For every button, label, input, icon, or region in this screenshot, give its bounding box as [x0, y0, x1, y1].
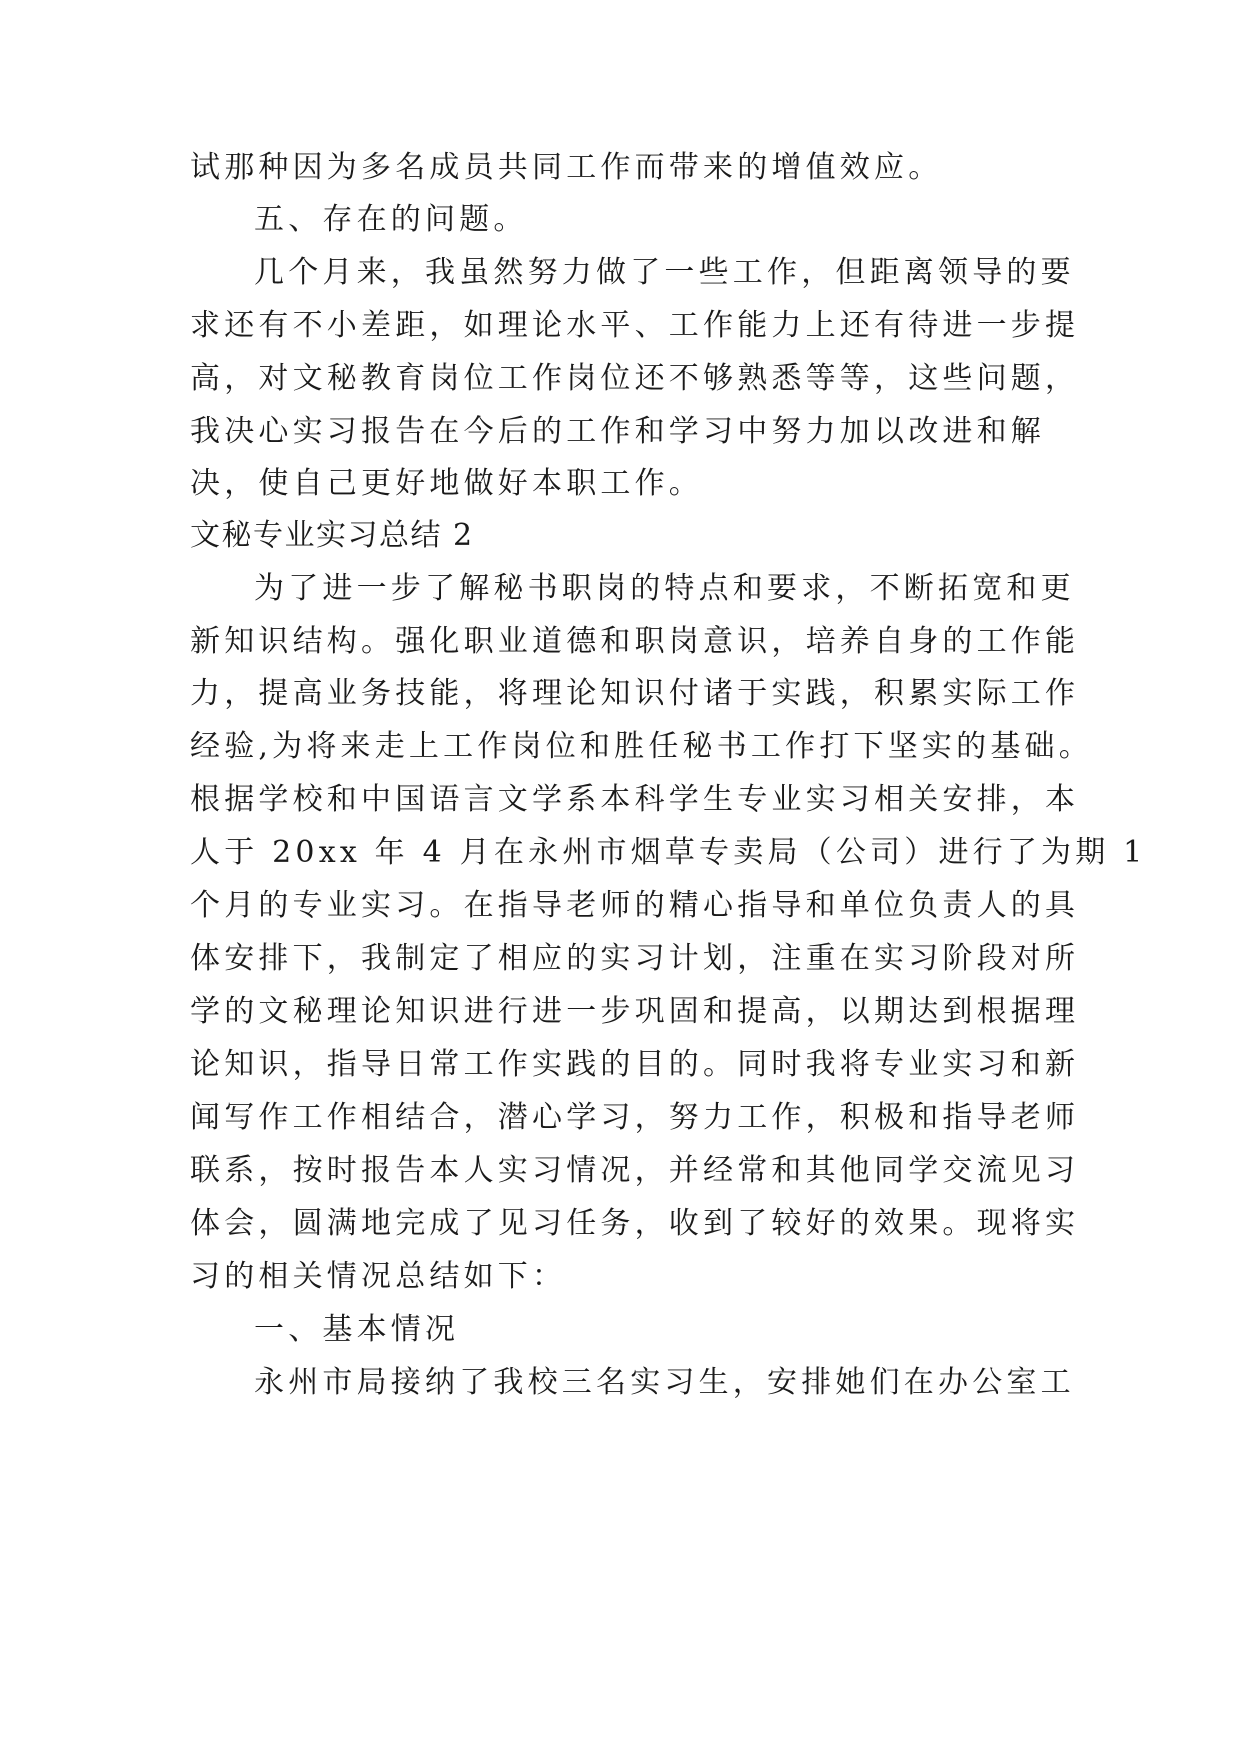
section-heading: 五、存在的问题。 — [254, 202, 528, 237]
text-line: 经验,为将来走上工作岗位和胜任秘书工作打下坚实的基础。 — [190, 729, 1093, 764]
text-line: 学的文秘理论知识进行进一步巩固和提高，以期达到根据理 — [190, 994, 1080, 1029]
text-line: 决，使自己更好地做好本职工作。 — [190, 466, 703, 501]
text-line: 习的相关情况总结如下： — [190, 1259, 567, 1294]
text-line: 求还有不小差距，如理论水平、工作能力上还有待进一步提 — [190, 308, 1080, 343]
text-line: 我决心实习报告在今后的工作和学习中努力加以改进和解 — [190, 414, 1045, 449]
text-line: 根据学校和中国语言文学系本科学生专业实习相关安排，本 — [190, 782, 1080, 817]
text-line: 人于 20xx 年 4 月在永州市烟草专卖局（公司）进行了为期 1 — [190, 835, 1147, 870]
text-line: 几个月来，我虽然努力做了一些工作，但距离领导的要 — [254, 255, 1075, 290]
section-heading: 一、基本情况 — [254, 1312, 460, 1347]
text-line: 新知识结构。强化职业道德和职岗意识，培养自身的工作能 — [190, 624, 1080, 659]
document-title: 文秘专业实习总结 2 — [190, 518, 474, 553]
text-line: 力，提高业务技能，将理论知识付诸于实践，积累实际工作 — [190, 676, 1080, 711]
text-line: 联系，按时报告本人实习情况，并经常和其他同学交流见习 — [190, 1153, 1080, 1188]
text-line: 试那种因为多名成员共同工作而带来的增值效应。 — [190, 150, 943, 185]
text-line: 高，对文秘教育岗位工作岗位还不够熟悉等等，这些问题， — [190, 361, 1080, 396]
text-line: 个月的专业实习。在指导老师的精心指导和单位负责人的具 — [190, 888, 1080, 923]
text-line: 闻写作工作相结合，潜心学习，努力工作，积极和指导老师 — [190, 1100, 1080, 1135]
text-line: 论知识，指导日常工作实践的目的。同时我将专业实习和新 — [190, 1047, 1080, 1082]
text-line: 体安排下，我制定了相应的实习计划，注重在实习阶段对所 — [190, 941, 1080, 976]
text-line: 永州市局接纳了我校三名实习生，安排她们在办公室工 — [254, 1365, 1075, 1400]
text-line: 体会，圆满地完成了见习任务，收到了较好的效果。现将实 — [190, 1206, 1080, 1241]
text-line: 为了进一步了解秘书职岗的特点和要求，不断拓宽和更 — [254, 571, 1075, 606]
